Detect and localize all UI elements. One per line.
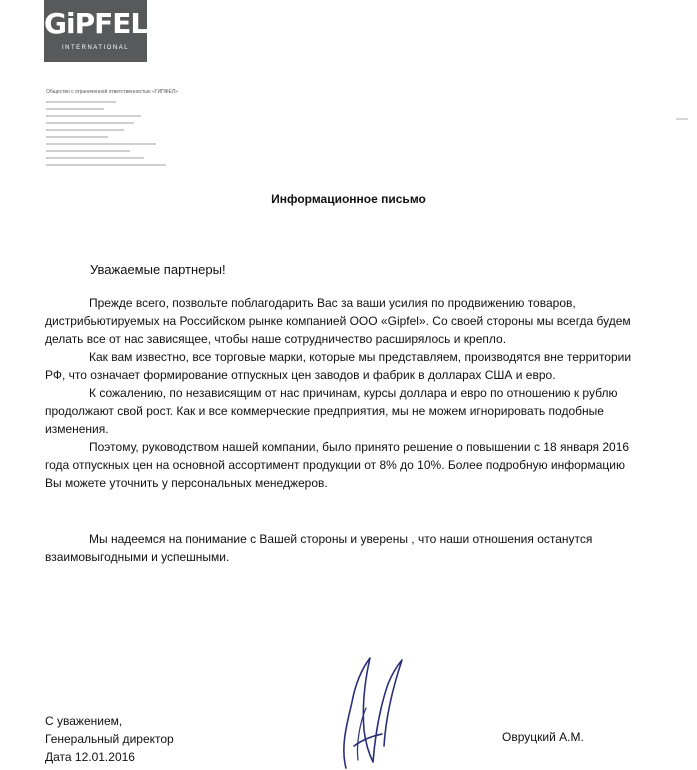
letterhead-line: [46, 164, 166, 166]
body-paragraph: Прежде всего, позвольте поблагодарить Вас за ваши усилия по продвижению товаров, дистрибьютируемых на Российском рынке компанией ООО «Gipfel». Со своей стороны мы всегда будем делать все от нас зависящее, чтобы наше сотрудничество расширялось и крепло.: [45, 296, 631, 346]
signoff-position: Генеральный директор: [45, 732, 174, 746]
closing-paragraph: Мы надеемся на понимание с Вашей стороны и уверены , что наши отношения останутся взаимовыгодными и успешными.: [45, 532, 593, 564]
letterhead-line: [46, 101, 116, 103]
letterhead-line: [46, 129, 124, 131]
letter-body: [45, 294, 635, 492]
letterhead-line: [46, 136, 108, 138]
letterhead-block: [46, 89, 206, 166]
signoff-block: [45, 712, 174, 766]
body-paragraph: Как вам известно, все торговые марки, которые мы представляем, производятся вне территории РФ, что означает формирование отпускных цен заводов и фабрик в долларах США и евро.: [45, 350, 632, 382]
letter-closing: [45, 530, 635, 566]
body-paragraph: Поэтому, руководством нашей компании, было принято решение о повышении с 18 января 2016 года отпускных цен на основной ассортимент продукции от 8% до 10%. Более подробную информацию Вы можете уточнить у персональных менеджеров.: [45, 440, 630, 490]
handwritten-signature: [318, 650, 408, 770]
logo-sub-text: INTERNATIONAL: [61, 45, 130, 51]
letterhead-line: [46, 150, 130, 152]
letterhead-line: [46, 108, 104, 110]
signoff-date: Дата 12.01.2016: [45, 750, 135, 764]
letterhead-line: [46, 157, 144, 159]
signoff-regards: С уважением,: [45, 714, 123, 728]
logo-main-text: GiPFEL: [44, 7, 148, 40]
letterhead-lines: [46, 101, 206, 166]
company-logo: [44, 0, 147, 62]
body-paragraph: К сожалению, по независящим от нас причинам, курсы доллара и евро по отношению к рублю продолжают свой рост. Как и все коммерческие предприятия, мы не можем игнорировать подобные изменения.: [45, 386, 618, 436]
letterhead-line: [46, 115, 141, 117]
letter-greeting: Уважаемые партнеры!: [90, 262, 226, 277]
letterhead-line: [46, 122, 134, 124]
margin-mark: [676, 118, 688, 120]
letterhead-company-name: Общество с ограниченной ответственностью «ГИПФЕЛ»: [46, 89, 178, 95]
letterhead-line: [46, 143, 156, 145]
letter-title: Информационное письмо: [271, 192, 426, 206]
signer-name: Овруцкий А.М.: [502, 730, 584, 744]
